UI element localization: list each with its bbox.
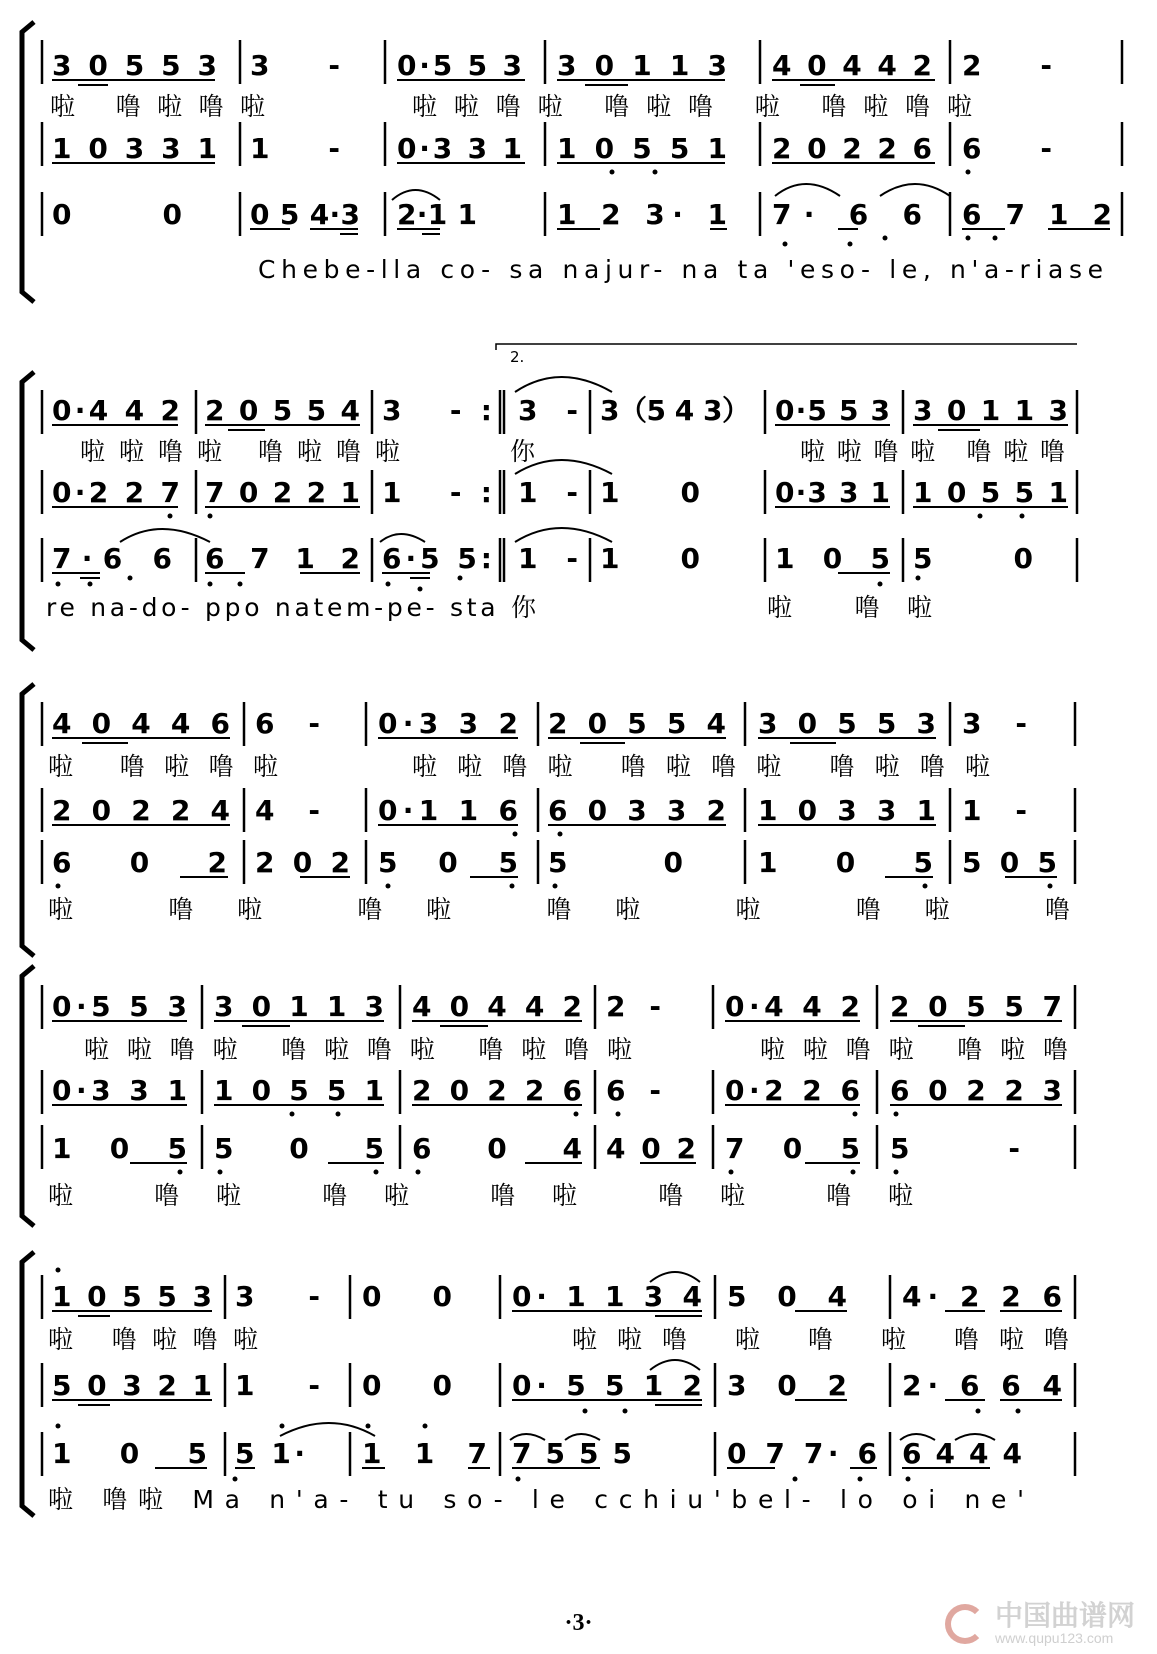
- measure: 5 0: [548, 846, 683, 879]
- measure: 0·3 3 1: [52, 1074, 187, 1107]
- measure: 2·1 1: [397, 198, 477, 231]
- measure: 1 0: [600, 476, 700, 509]
- measure: 5 -: [890, 1132, 1020, 1165]
- measure: 5 0 5: [378, 846, 518, 879]
- measure: 5 0 5: [962, 846, 1057, 879]
- lyric-line: 啦 噜啦噜啦: [50, 92, 265, 121]
- measure: 0·1 1 6: [378, 794, 518, 827]
- measure: 0 0: [52, 198, 182, 231]
- measure: 6 -: [606, 1074, 661, 1107]
- measure: 6 0 2: [52, 846, 227, 879]
- measure: 0·5 5 3: [52, 990, 187, 1023]
- measure: 4 0 2: [606, 1132, 696, 1165]
- measure: 1 -: [518, 476, 578, 509]
- measure: 6 7 1 2: [205, 542, 360, 575]
- lyric-line: 啦啦噜啦 噜啦噜 啦 噜啦噜啦: [412, 92, 972, 121]
- site-watermark: [941, 1600, 1135, 1648]
- measure: 2 0 2 2 6: [412, 1074, 582, 1107]
- measure: 3 -: [962, 707, 1027, 740]
- measure: 1 0 5: [52, 1437, 207, 1470]
- measure: 0·5 5 3: [775, 394, 890, 427]
- lyric-line: 啦 噜啦噜啦: [48, 1325, 258, 1354]
- measure: 5 0 3 2 1: [52, 1369, 212, 1402]
- measure: 0·3 3 2: [378, 707, 518, 740]
- measure: 3 0 1 1 3: [214, 990, 384, 1023]
- measure: 6·5 5:: [382, 542, 492, 575]
- measure: 6 0 3 3 2: [548, 794, 726, 827]
- measure: 2 0 5 5 4: [205, 394, 360, 427]
- measure: 0·2 2 6: [725, 1074, 860, 1107]
- measure: 1 -: [518, 542, 578, 575]
- measure: 3（5 4 3）: [600, 394, 750, 427]
- measure: 0·3 3 1: [397, 132, 522, 165]
- measure: 1 -: [250, 132, 340, 165]
- site-logo-icon: [941, 1600, 989, 1648]
- measure: 7 5 5 5: [512, 1437, 632, 1470]
- measure: 0·4 4 2: [52, 394, 180, 427]
- measure: 5 0: [913, 542, 1033, 575]
- measure: 2 0 5 5 4: [548, 707, 726, 740]
- measure: 6 0 2 2 3: [890, 1074, 1062, 1107]
- measure: 1 2 3· 1: [557, 198, 727, 231]
- measure: 1 0 5 5 1: [913, 476, 1068, 509]
- measure: 7 0 5: [725, 1132, 860, 1165]
- lyric-line: 啦 噜啦噜啦: [48, 752, 278, 781]
- lyric-line: 你: [510, 437, 536, 466]
- measure: 7 0 2 2 1: [205, 476, 360, 509]
- measure: 4 0 4 4 2: [412, 990, 582, 1023]
- measure: 1 -:: [382, 476, 492, 509]
- measure: 3 -: [250, 49, 340, 82]
- lyric-line: 啦 噜啦: [767, 593, 932, 622]
- measure: 1 0 3 3 1: [758, 794, 936, 827]
- system-4: [22, 966, 1075, 1226]
- measure: 1 -: [235, 1369, 320, 1402]
- measure: 7·6 6: [52, 542, 172, 575]
- measure: 5 0 4: [727, 1280, 847, 1313]
- measure: 0·3 3 1: [775, 476, 890, 509]
- measure: 4 0 4 4 6: [52, 707, 230, 740]
- measure: 0· 5 5 1 2: [512, 1369, 702, 1402]
- measure: 3 0 5 5 3: [758, 707, 936, 740]
- measure: 5 0 5: [214, 1132, 384, 1165]
- measure: 0·2 2 7: [52, 476, 180, 509]
- volta-label: 2.: [510, 348, 525, 366]
- lyric-line: 啦啦噜啦 噜啦噜啦 噜啦噜啦: [412, 752, 990, 781]
- measure: 2· 6 6 4: [902, 1369, 1062, 1402]
- measure: 0 7 7· 6: [727, 1437, 877, 1470]
- measure: 6 -: [255, 707, 320, 740]
- measure: 3 -: [518, 394, 578, 427]
- measure: 1 0 5 5 1: [214, 1074, 384, 1107]
- measure: 1 0 5 5 1: [557, 132, 727, 165]
- measure: 1 0 3 3 1: [52, 132, 217, 165]
- measure: 0 0: [362, 1369, 452, 1402]
- measure: 1 0: [600, 542, 700, 575]
- measure: 4 0 4 4 2: [772, 49, 932, 82]
- measure: 6 0 4: [412, 1132, 582, 1165]
- measure: 3 0 1 1 3: [913, 394, 1068, 427]
- measure: 3 -: [235, 1280, 320, 1313]
- system-2: [22, 344, 1077, 650]
- measure: 1 -: [962, 794, 1027, 827]
- measure: 6 7 1 2: [962, 198, 1112, 231]
- measure: 3 0 2: [727, 1369, 847, 1402]
- lyric-line: 啦 噜啦 噜啦 噜啦 啦 噜啦 噜: [48, 895, 1070, 924]
- lyric-line: 啦啦噜 啦 噜 啦 噜啦噜: [572, 1325, 1069, 1354]
- measure: 2 0 2: [255, 846, 350, 879]
- measure: 1 0 5 5 3: [52, 1280, 212, 1313]
- measure: 2 -: [962, 49, 1052, 82]
- measure: 6 4 4 4: [902, 1437, 1022, 1470]
- measure: 1 0 5: [52, 1132, 187, 1165]
- measure: 0·4 4 2: [725, 990, 860, 1023]
- measure: 2 -: [606, 990, 661, 1023]
- watermark-url: www.qupu123.com: [994, 1630, 1114, 1646]
- page-number: ·3·: [564, 1610, 593, 1636]
- lyric-line: 啦啦噜啦 噜啦噜: [800, 437, 1065, 466]
- measure: 2 0 2 2 6: [772, 132, 932, 165]
- measure: 6 -: [962, 132, 1052, 165]
- measure: 3 -:: [382, 394, 492, 427]
- lyric-line: Chebe-lla co- sa najur- na ta 'eso- le, n'a-riase: [258, 255, 1103, 284]
- measure: 5 1·: [235, 1437, 305, 1470]
- measure: 2 0 2 2 4: [52, 794, 230, 827]
- measure: 2 0 5 5 7: [890, 990, 1062, 1023]
- measure: 0· 1 1 3 4: [512, 1280, 702, 1313]
- measure: 1 1 7: [362, 1437, 487, 1470]
- measure: 7· 6 6: [772, 198, 922, 231]
- system-3: [22, 684, 1075, 956]
- measure: 1 0 5: [775, 542, 890, 575]
- lyric-line: 啦啦噜啦 噜啦噜啦: [80, 437, 400, 466]
- system-1: [22, 22, 1122, 302]
- watermark-name: 中国曲谱网: [994, 1599, 1135, 1632]
- lyric-line: 啦啦噜啦 噜啦噜啦 噜啦噜啦: [84, 1035, 632, 1064]
- lyric-line: re na-do- ppo natem-pe- sta 你: [46, 593, 536, 622]
- measure: 0·5 5 3: [397, 49, 522, 82]
- measure: 3 0 1 1 3: [557, 49, 727, 82]
- measure: 4· 2 2 6: [902, 1280, 1062, 1313]
- measure: 0 5 4·3: [250, 198, 360, 231]
- measure: 0 0: [362, 1280, 452, 1313]
- lyric-line: 啦啦噜啦 噜啦噜: [760, 1035, 1068, 1064]
- system-5: [22, 1252, 1075, 1516]
- measure: 1 0 5: [758, 846, 933, 879]
- lyric-line: 啦 噜啦 Ma n'a- tu so- le cchiu'bel- lo oi ne': [48, 1485, 1024, 1514]
- measure: 3 0 5 5 3: [52, 49, 217, 82]
- measure: 4 -: [255, 794, 320, 827]
- lyric-line: 啦 噜啦 噜啦 噜啦 噜啦 噜啦: [48, 1181, 913, 1210]
